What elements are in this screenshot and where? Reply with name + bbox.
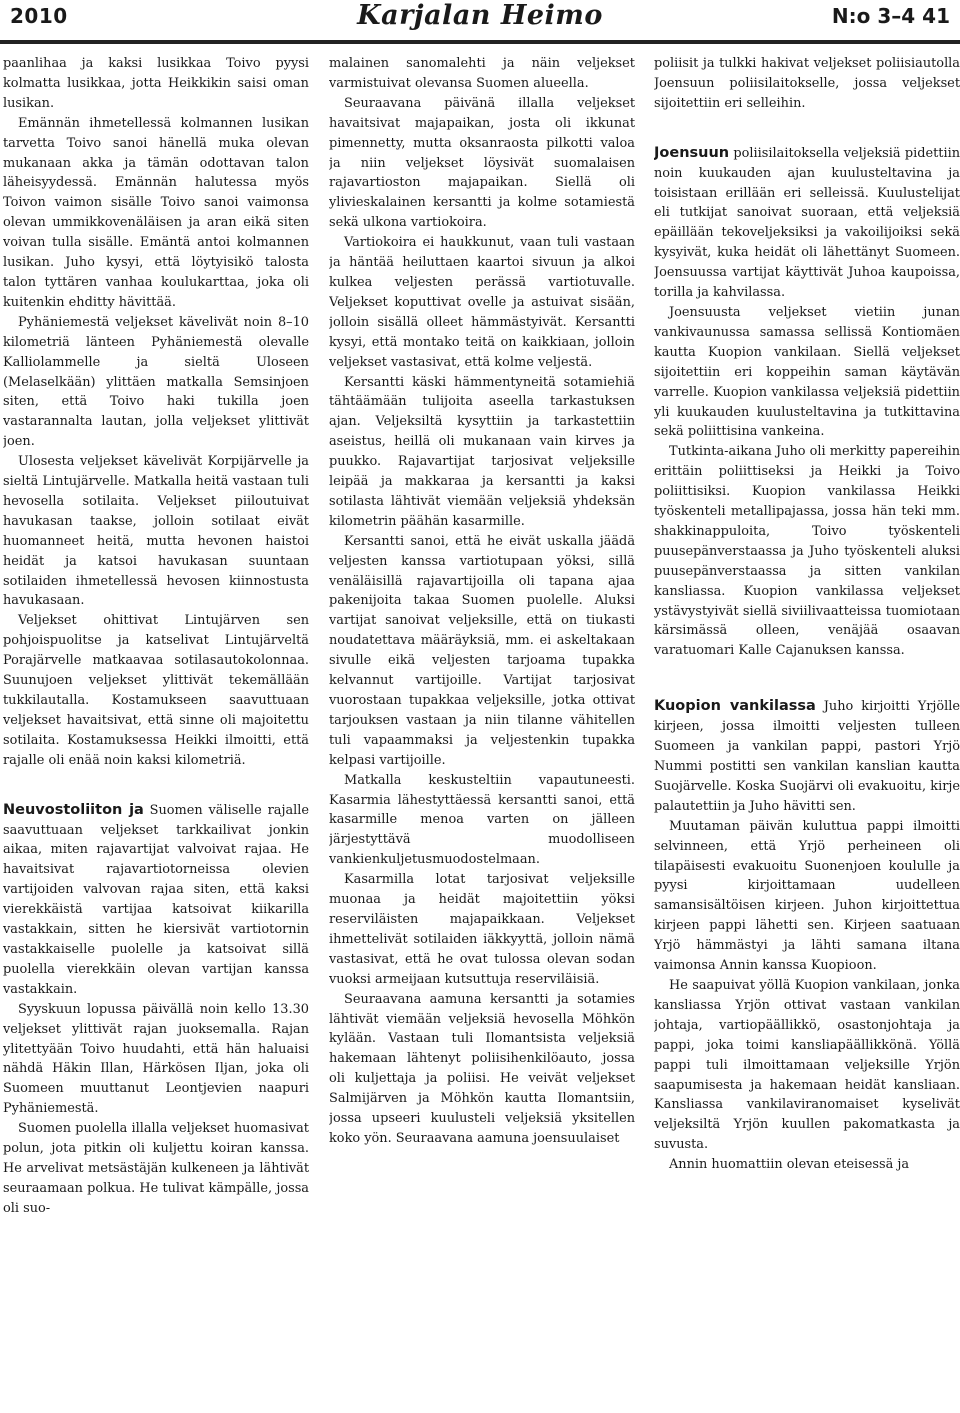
paragraph-text: Juho kirjoitti Yrjölle kirjeen, jossa ilmoitti veljesten tulleen Suomeen ja vankilan pappi, pastori Yrjö Nummi postitti sen vankilan kanslian kautta Suojärvelle. Koska Suojärvi oli evakuoitu, kirje palautettiin ja Juho hävitti sen. bbox=[654, 699, 960, 814]
paragraph: Seuraavana päivänä illalla veljekset havaitsivat majapaikan, josta oli ikkunat pimennetty, mutta oksanraosta pilkotti valoa ja niin veljekset löysivät suomalaisen rajavartioston majapaikan. Siellä oli ylivieskalainen kersantti ja kolme sotamiestä sekä ulkona vartiokoira. bbox=[329, 95, 635, 231]
paragraph: Emännän ihmetellessä kolmannen lusikan tarvetta Toivo sanoi hänellä muka olevan mukanaan akka ja tämän odottavan talon läheisyydessä. Emännän halutessa myös Toivon vaimon sisälle Toivo sanoi vaimonsa olevan ummikkovenäläisen ja aran eikä siten voivan tulla sisälle. Emäntä antoi kolmannen lusikan. Juho kysyi, että löytyisikö talosta talon tyttären vanhaa koulukarttaa, joka oli kuitenkin ehditty hävittää. bbox=[3, 115, 309, 310]
paragraph: Kasarmilla lotat tarjosivat veljeksille muonaa ja heidät majoitettiin yöksi reserviläisten majapaikkaan. Veljekset ihmettelivät sotilaiden iäkkyyttä, jolloin nämä vastasivat, että he ovat tulossa olevan sodan vuoksi armeijaan kutsuttuja reserviläisiä. bbox=[329, 872, 635, 987]
paragraph: Ulosesta veljekset kävelivät Korpijärvelle ja sieltä Lintujärvelle. Matkalla heitä vastaan tuli hevosella sotilaita. Veljekset piiloutuivat havukasan taakse, jolloin sotilaat eivät huomanneet heitä, mutta hevonen haistoi heidät ja katsoi havukasan suuntaan sotilaiden ihmetellessä hevosen kiinnostusta havukasaan. bbox=[3, 454, 309, 609]
paragraph: poliisit ja tulkki hakivat veljekset poliisiautolla Joensuun poliisilaitokselle, jossa veljekset sijoitettiin eri selleihin. bbox=[654, 56, 960, 111]
article-column-2 bbox=[329, 54, 635, 1409]
section-lead-in: Neuvostoliiton ja bbox=[3, 801, 144, 818]
header-issue-page: N:o 3–4 41 bbox=[831, 4, 950, 28]
paragraph: Annin huomattiin olevan eteisessä ja bbox=[669, 1157, 910, 1173]
section-lead-in: Kuopion vankilassa bbox=[654, 698, 816, 715]
paragraph: Kersantti käski hämmentyneitä sotamiehiä tähtäämään tulijoita aseella tarkastuksen ajan. Veljeksiltä kysyttiin ja tarkastettiin aseistus, heillä oli mukanaan vain kirves ja puukko. Rajavartijat tarjosivat veljeksille leipää ja makkaraa ja kersantti ja kaksi sotilasta lähtivät viemään veljeksiä yhdeksän kilometrin päähän kasarmille. bbox=[329, 374, 635, 529]
paragraph: Vartiokoira ei haukkunut, vaan tuli vastaan ja häntää heiluttaen kaartoi sivuun ja alkoi kulkea veljesten perässä vartiotuvalle. Veljekset koputtivat ovelle ja astuivat sisään, jolloin sisällä olleet hämmästyivät. Kersantti kysyi, että montako teitä on kaikkiaan, jolloin veljekset vastasivat, että kolme veljestä. bbox=[329, 235, 635, 370]
paragraph: Kersantti sanoi, että he eivät uskalla jäädä veljesten kanssa vartiotupaan yöksi, sillä venäläisillä rajavartijoilla oli tapana ajaa pakenijoita takaa Suomen puolelle. Aluksi vartijat sanoivat veljeksille, että on tiukasti noudatettava määräyksiä, mm. ei askeltakaan sivulle eikä veljesten tarjoama tupakka kelvannut vartijoille. Vartijat tarjosivat vuorostaan tupakkaa veljeksille, jotka ottivat tarjouksen vastaan ja niin tilanne vähitellen tuli vapaammaksi ja veljestenkin tupakka kelpasi vartijoille. bbox=[329, 533, 635, 768]
header-rule bbox=[0, 40, 960, 44]
paragraph: Veljekset ohittivat Lintujärven sen pohjoispuolitse ja katselivat Lintujärveltä Porajärvelle matkaavaa sotilasautokolonnaa. Suunujoen veljekset ylittivät tekemällään tukkilautalla. Kostamukseen saavuttuaan veljekset havaitsivat, että sinne oli majoitettu sotilaita. Kostamuksessa Heikki ilmoitti, että rajalle oli enää noin kaksi kilometriä. bbox=[3, 613, 309, 768]
paragraph-with-lead bbox=[3, 801, 309, 1000]
section-gap bbox=[3, 771, 309, 801]
paragraph-with-lead bbox=[654, 697, 960, 816]
paragraph: Tutkinta-aikana Juho oli merkitty papereihin erittäin poliittiseksi ja Heikki ja Toivo poliittisiksi. Kuopion vankilassa Heikki työskenteli metallipajassa, jossa hän teki mm. shakkinappuloita, Toivo työskenteli puusepänverstaassa ja Juho työskenteli aluksi puusepänverstaassa ja sitten vankilan kansliassa. Kuopion vankilassa veljekset ystävystyivät siellä siviilivaatteissa tuomiotaan kärsimässä olleen, venäjää osaavan varatuomari Kalle Cajanuksen kanssa. bbox=[654, 444, 960, 659]
paragraph-with-lead bbox=[654, 144, 960, 303]
paragraph: Syyskuun lopussa päivällä noin kello 13.30 veljekset ylittivät rajan juoksemalla. Rajan ylitettyään Toivo huudahti, että hän haluaisi nähdä Häkin Illan, Härkösen Iljan, joka oli Suomeen muuttanut Leontjevien naapuri Pyhäniemestä. bbox=[3, 1001, 309, 1117]
section-lead-in: Joensuun bbox=[654, 144, 730, 161]
article-column-1 bbox=[3, 54, 309, 1409]
article-column-3 bbox=[654, 54, 960, 1409]
paragraph: Joensuusta veljekset vietiin junan vankivaunussa samassa sellissä Kontiomäen kautta Kuopion vankilaan. Siellä veljekset sijoitettiin eri koppeihin saman käytävän varrelle. Kuopion vankilassa veljeksiä pidettiin yli kuukauden kuulusteltavina ja tutkittavina sekä poliittisina vankeina. bbox=[654, 304, 960, 440]
paragraph: paanlihaa ja kaksi lusikkaa Toivo pyysi kolmatta lusikkaa, jotta Heikkikin saisi oman lusikan. bbox=[3, 56, 309, 111]
section-gap bbox=[654, 114, 960, 144]
page-header bbox=[0, 0, 960, 40]
paragraph-text: Suomen väliselle rajalle saavuttuaan veljekset tarkkailivat jonkin aikaa, miten rajavartijat valvoivat rajaa. He havaitsivat rajavartiotorneissa olevien vartijoiden valvovan rajaa siten, että kaksi vierekkäistä vartijaa katsoivat kiikarilla vastakkain, sitten he kiersivät vartiotornin vastakkaiselle puolelle ja katsoivat sillä puolella vierekkäin olevan vartijan kanssa vastakkain. bbox=[3, 802, 309, 997]
paragraph: Muutaman päivän kuluttua pappi ilmoitti selvinneen, että Yrjö perheineen oli tilapäisesti evakuoitu Suonenjoen koululle ja pyysi kirjoittamaan uudelleen samansisältöisen kirjeen. Juhon kirjoittettua kirjeen pappi lähetti sen. Kirjeen saatuaan Yrjö hämmästyi ja lähti samana iltana vaimonsa Annin kanssa Kuopioon. bbox=[654, 818, 960, 974]
newspaper-masthead: Karjalan Heimo bbox=[357, 0, 603, 31]
header-year: 2010 bbox=[10, 4, 68, 28]
paragraph: malainen sanomalehti ja näin veljekset varmistuivat olevansa Suomen alueella. bbox=[329, 56, 635, 91]
paragraph-text: poliisilaitoksella veljeksiä pidettiin noin kuukauden ajan kuulusteltavina ja toisistaan erillään eri selleissä. Kuulustelijat eli tutkijat sanoivat suoraan, että veljeksiä epäillään tekoveljeksiksi ja vakoilijoiksi sekä kysyivät, kuka heidät oli lähettänyt Suomeen. Joensuussa vartijat käyttivät Juhoa kaupoissa, torilla ja kahvilassa. bbox=[654, 145, 960, 301]
paragraph: Matkalla keskusteltiin vapautuneesti. Kasarmia lähestyttäessä kersantti sanoi, että kasarmille menoa varten on jälleen järjestyttävä muodolliseen vankienkuljetusmuodostelmaan. bbox=[329, 772, 635, 868]
paragraph: Seuraavana aamuna kersantti ja sotamies lähtivät viemään veljeksiä hevosella Möhkön kylään. Vastaan tuli Ilomantsista veljeksiä hakemaan lähtenyt poliisihenkilöauto, jossa oli kuljettaja ja poliisi. He veivät veljekset Salmijärven ja Möhkön kautta Ilomantsiin, jossa upseeri kuulusteli veljeksiä yksitellen koko yön. Seuraavana aamuna joensuulaiset bbox=[329, 991, 635, 1146]
paragraph: Pyhäniemestä veljekset kävelivät noin 8–10 kilometriä länteen Pyhäniemestä olevalle Kalliolammelle ja sieltä Uloseen (Melaselkään) ylittäen matkalla Semsinjoen siten, että Toivo haki tukilla joen vastarannalta lautan, jolla veljekset ylittivät joen. bbox=[3, 314, 309, 450]
paragraph: He saapuivat yöllä Kuopion vankilaan, jonka kansliassa Yrjön ottivat vastaan vankilan johtaja, vartiopäällikkö, osastonjohtaja ja pappi, joka toimi kansliapäällikkönä. Yöllä pappi tuli ilmoittamaan veljeksille Yrjön saapumisesta ja hakemaan heidät kansliaan. Kansliassa vankilaviranomaiset kyselivät veljeksiltä Yrjön kuullen pakomatkasta ja suvusta. bbox=[654, 977, 960, 1153]
paragraph: Suomen puolella illalla veljekset huomasivat polun, jota pitkin oli kuljettu koiran kanssa. He arvelivat metsästäjän kulkeneen ja lähtivät seuraamaan polkua. He tulivat kämpälle, jossa oli suo- bbox=[3, 1121, 309, 1216]
section-gap bbox=[654, 661, 960, 697]
